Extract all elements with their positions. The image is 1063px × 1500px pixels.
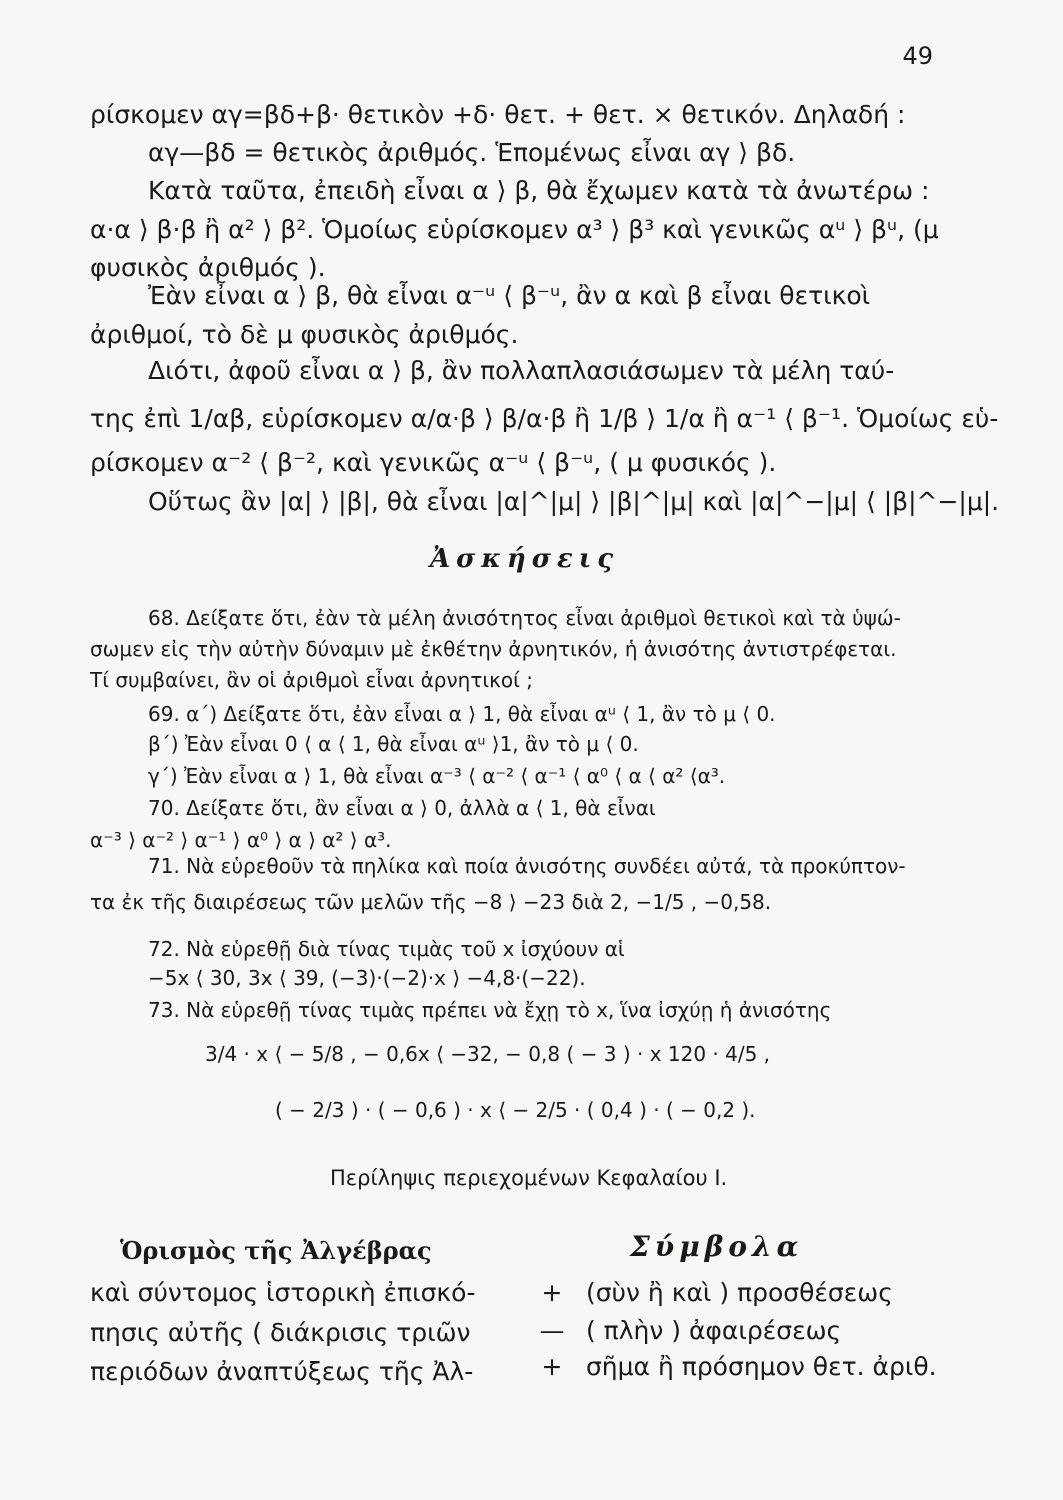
theory-line: ρίσκομεν α⁻² ⟨ β⁻², καὶ γενικῶς α⁻ᵘ ⟨ β⁻ᵘ, ( μ φυσικός ). (90, 448, 777, 477)
exercise-line: Τί συμβαίνει, ἂν οἱ ἀριθμοὶ εἶναι ἀρνητικοί ; (90, 668, 534, 692)
plus-symbol: + (541, 1278, 563, 1307)
theory-line: αγ—βδ = θετικὸς ἀριθμός. Ἑπομένως εἶναι αγ ⟩ βδ. (148, 138, 796, 167)
theory-line: ἀριθμοί, τὸ δὲ μ φυσικὸς ἀριθμός. (90, 320, 519, 349)
left-column-title: Ὁρισμὸς τῆς Ἀλγέβρας (120, 1236, 432, 1265)
page-number: 49 (902, 42, 933, 70)
symbol-description: (σὺν ἢ καὶ ) προσθέσεως (585, 1278, 893, 1307)
theory-line: φυσικὸς ἀριθμός ). (90, 253, 326, 282)
symbol-row (532, 1278, 893, 1307)
left-column-line: καὶ σύντομος ἱστορικὴ ἐπισκό- (90, 1278, 476, 1307)
theory-line: Κατὰ ταῦτα, ἐπειδὴ εἶναι α ⟩ β, θὰ ἔχωμεν κατὰ τὰ ἀνωτέρω : (148, 176, 930, 205)
theory-line: ρίσκομεν αγ=βδ+β· θετικὸν +δ· θετ. + θετ. × θετικόν. Δηλαδή : (90, 100, 906, 129)
exercise-line: γ΄) Ἐὰν εἶναι α ⟩ 1, θὰ εἶναι α⁻³ ⟨ α⁻² ⟨ α⁻¹ ⟨ α⁰ ⟨ α ⟨ α² ⟨α³. (148, 764, 726, 788)
exercise-line: β΄) Ἐὰν εἶναι 0 ⟨ α ⟨ 1, θὰ εἶναι αᵘ ⟩1, ἂν τὸ μ ⟨ 0. (148, 732, 639, 756)
left-column-line: πησις αὐτῆς ( διάκρισις τριῶν (90, 1318, 471, 1347)
left-column-line: περιόδων ἀναπτύξεως τῆς Ἀλ- (90, 1357, 474, 1386)
exercises-heading: Ἀσκήσεις (430, 544, 620, 574)
symbol-description: ( πλὴν ) ἀφαιρέσεως (585, 1316, 842, 1345)
exercise-line: 72. Νὰ εὑρεθῇ διὰ τίνας τιμὰς τοῦ x ἰσχύουν αἱ (148, 937, 625, 961)
symbol-row (532, 1316, 841, 1345)
exercise-line: 69. α΄) Δείξατε ὅτι, ἐὰν εἶναι α ⟩ 1, θὰ εἶναι αᵘ ⟨ 1, ἂν τὸ μ ⟨ 0. (148, 702, 776, 726)
exercise-line: τα ἐκ τῆς διαιρέσεως τῶν μελῶν τῆς −8 ⟩ −23 διὰ 2, −1/5 , −0,58. (90, 890, 772, 914)
exercise-line: 68. Δείξατε ὅτι, ἐὰν τὰ μέλη ἀνισότητος εἶναι ἀριθμοὶ θετικοὶ καὶ τὰ ὑψώ- (148, 606, 901, 630)
theory-line: της ἐπὶ 1/αβ, εὑρίσκομεν α/α·β ⟩ β/α·β ἢ 1/β ⟩ 1/α ἢ α⁻¹ ⟨ β⁻¹. Ὁμοίως εὑ- (90, 404, 999, 433)
theory-line: α·α ⟩ β·β ἢ α² ⟩ β². Ὁμοίως εὑρίσκομεν α³ ⟩ β³ καὶ γενικῶς αᵘ ⟩ βᵘ, (μ (90, 215, 939, 244)
exercise-line: 70. Δείξατε ὅτι, ἂν εἶναι α ⟩ 0, ἀλλὰ α ⟨ 1, θὰ εἶναι (148, 796, 656, 820)
plus-symbol: + (541, 1352, 563, 1381)
exercise-line: 73. Νὰ εὑρεθῇ τίνας τιμὰς πρέπει νὰ ἔχῃ τὸ x, ἵνα ἰσχύῃ ἡ ἀνισότης (148, 998, 832, 1022)
minus-symbol: — (539, 1316, 565, 1345)
theory-line: Οὕτως ἂν |α| ⟩ |β|, θὰ εἶναι |α|^|μ| ⟩ |β|^|μ| καὶ |α|^−|μ| ⟨ |β|^−|μ|. (148, 487, 1000, 516)
exercise-line: α⁻³ ⟩ α⁻² ⟩ α⁻¹ ⟩ α⁰ ⟩ α ⟩ α² ⟩ α³. (90, 828, 392, 852)
theory-line: Ἐὰν εἶναι α ⟩ β, θὰ εἶναι α⁻ᵘ ⟨ β⁻ᵘ, ἂν α καὶ β εἶναι θετικοὶ (148, 281, 871, 310)
exercise-line: −5x ⟨ 30, 3x ⟨ 39, (−3)·(−2)·x ⟩ −4,8·(−22). (148, 966, 586, 990)
exercise-line: ( − 2/3 ) · ( − 0,6 ) · x ⟨ − 2/5 · ( 0,4 ) · ( − 0,2 ). (275, 1098, 756, 1122)
exercise-line: σωμεν εἰς τὴν αὐτὴν δύναμιν μὲ ἐκθέτην ἀρνητικόν, ἡ ἀνισότης ἀντιστρέφεται. (90, 637, 897, 661)
symbol-description: σῆμα ἢ πρόσημον θετ. ἀριθ. (585, 1352, 937, 1381)
right-column-title: Σύμβολα (630, 1230, 804, 1263)
theory-line: Διότι, ἀφοῦ εἶναι α ⟩ β, ἂν πολλαπλασιάσωμεν τὰ μέλη ταύ- (148, 356, 895, 385)
symbol-row (532, 1352, 937, 1381)
summary-heading: Περίληψις περιεχομένων Κεφαλαίου Ι. (330, 1166, 728, 1190)
exercise-line: 71. Νὰ εὑρεθοῦν τὰ πηλίκα καὶ ποία ἀνισότης συνδέει αὐτά, τὰ προκύπτον- (148, 854, 906, 878)
exercise-line: 3/4 · x ⟨ − 5/8 , − 0,6x ⟨ −32, − 0,8 ( − 3 ) · x 120 · 4/5 , (205, 1042, 771, 1066)
